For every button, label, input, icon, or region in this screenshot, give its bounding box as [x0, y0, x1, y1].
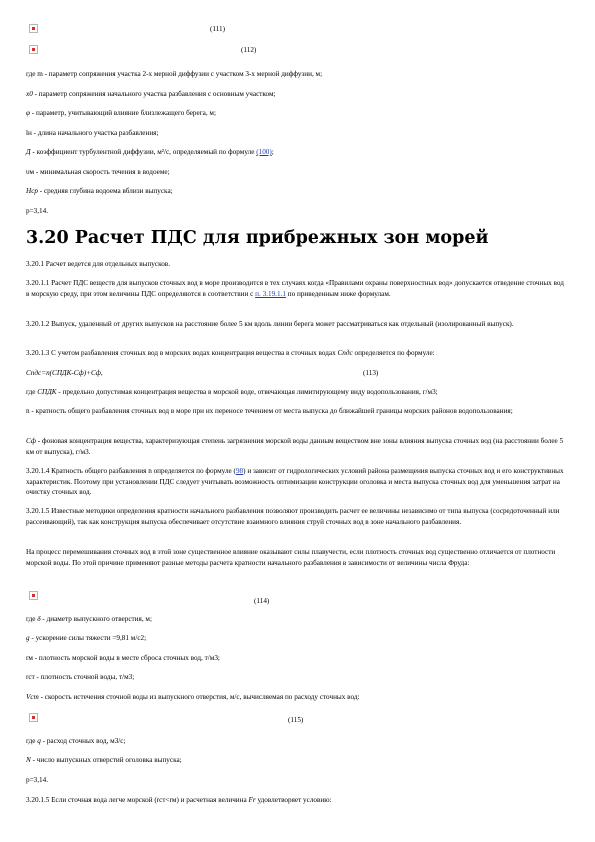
variable: x0 [26, 90, 33, 98]
variable: Hср [26, 187, 38, 195]
variable: φ [26, 109, 30, 117]
paragraph-text: 3.20.1.4 Кратность общего разбавления n определяется по формуле ( [26, 467, 236, 475]
paragraph-text: - расход сточных вод, м3/с; [40, 737, 126, 745]
equation-111-row [26, 24, 569, 38]
broken-image-icon [29, 24, 38, 33]
definition-d [26, 147, 569, 158]
equation-number: (111) [210, 25, 226, 33]
paragraph-text: 3.20.1.5 Если сточная вода легче морской (rст<rм) и расчетная величина [26, 796, 249, 804]
paragraph-text: определяется по формуле: [352, 349, 435, 357]
paragraph-froude: На процесс перемешивания сточных вод в этой зоне существенное влияние оказывают силы плавучести, если плотность сточных вод существенно отличается от плотности морской воды. По этой причине применяют разные методы расчета кратности начального разбавления в зависимости от величины числа Фруда: [26, 548, 556, 567]
paragraph-text: 3.20.1.1 Расчет ПДС веществ для выпусков сточных вод в море производится в тех случаях когда «Правилами охраны поверхностных вод» допускается отведение сточных вод в морскую среду, при этом величины ПДС определяются в соответствии с [26, 279, 564, 298]
definition-n-outlets [26, 755, 569, 766]
definition-text: - коэффициент турбулентной диффузии, м²/с, определяемый по формуле [30, 148, 257, 156]
variable: δ [37, 615, 41, 623]
variable: Fr [248, 796, 256, 804]
broken-image-icon [29, 713, 38, 722]
paragraph-text: где [26, 615, 38, 623]
definition-g [26, 633, 569, 644]
equation-number: (115) [288, 716, 304, 724]
equation-number: (113) [363, 369, 379, 377]
definition-sf [26, 436, 569, 457]
definition-text: - параметр сопряжения начального участка разбавления с основным участком; [32, 90, 276, 98]
definition-pi-2: p=3,14. [26, 776, 49, 784]
definition-text: - средняя глубина водоема вблизи выпуска; [37, 187, 173, 195]
variable: Сф [26, 437, 36, 445]
paragraph-text: где [26, 737, 38, 745]
equation-number: (112) [241, 46, 257, 54]
paragraph-text: ) и зависит от гидрологических условий района размещения выпуска сточных вод и его конструктивных характеристик. Поэтому при установлении ПДС следует учитывать возможность оптимизации конструкции оголовка и места выпуска сточных вод для уменьшения затрат на очистку сточных вод. [26, 467, 564, 496]
equation-115-row [26, 713, 569, 727]
paragraph-text: по приведенным ниже формулам. [285, 289, 391, 298]
paragraph-3-20-1-4 [26, 466, 569, 498]
paragraph-3-20-1-5-condition [26, 795, 569, 806]
paragraph-text: где [26, 388, 38, 396]
paragraph-text: - предельно допустимая концентрация вещества в морской воде, отвечающая лимитирующему виду водопользования, г/м3; [56, 388, 438, 396]
paragraph-text: - скорость истечения сточной воды из выпускного отверстия, м/с, вычисляемая по расходу сточных вод: [38, 693, 360, 701]
formula-113-row [26, 368, 569, 382]
variable: Д [26, 148, 31, 156]
section-heading: 3.20 Расчет ПДС для прибрежных зон морей [26, 228, 489, 248]
variable: Спдс [337, 349, 353, 357]
paragraph-text: удовлетворяет условию: [255, 796, 332, 804]
paragraph-text: - фоновая концентрация вещества, характеризующая степень загрязнения морской воды данным веществом вне зоны влияния выпуска сточных вод (на расстоянии более 5 км от выпуска), г/м3. [26, 437, 564, 456]
definition-phi [26, 108, 569, 119]
variable: Vст [26, 693, 39, 701]
definition-hcp [26, 186, 569, 197]
definition-rm: rм - плотность морской воды в месте сброса сточных вод, т/м3; [26, 654, 220, 662]
formula-text: Спдс=n(СПДК-Сф)+Сф, [26, 369, 103, 377]
equation-114-row [26, 591, 569, 605]
variable: СПДК [37, 388, 57, 396]
definition-ln: lн - длина начального участка разбавления; [26, 129, 159, 137]
variable: N [26, 756, 31, 764]
paragraph-text: 3.20.1.3 С учетом разбавления сточных вод в морских водах концентрация вещества в сточных водах [26, 349, 338, 357]
paragraph-text: - диаметр выпускного отверстия, м; [40, 615, 152, 623]
definition-m: где m - параметр сопряжения участка 2-х мерной диффузии с участком 3-х мерной диффузии, м; [26, 70, 323, 78]
definition-pi: p=3,14. [26, 207, 49, 215]
formula-100-link[interactable]: (100) [256, 148, 272, 156]
equation-number: (114) [254, 597, 270, 605]
paragraph-3-20-1-1 [26, 278, 569, 299]
broken-image-icon [29, 591, 38, 600]
paragraph-3-20-1: 3.20.1 Расчет ведется для отдельных выпусков. [26, 260, 170, 268]
variable: q [37, 737, 41, 745]
definition-spdk [26, 387, 569, 398]
variable: g [26, 634, 30, 642]
paragraph-3-20-1-3 [26, 348, 569, 359]
clause-3-19-1-1-link[interactable]: п. 3.19.1.1 [255, 289, 286, 298]
definition-q [26, 736, 569, 747]
paragraph-text: - ускорение силы тяжести =9,81 м/с2; [29, 634, 147, 642]
paragraph-3-20-1-2: 3.20.1.2 Выпуск, удаленный от других выпусков на расстояние более 5 км вдоль линии берега может рассматриваться как отдельный (изолированный выпуск). [26, 320, 514, 328]
definition-x0 [26, 89, 569, 100]
paragraph-3-20-1-5: 3.20.1.5 Известные методики определения кратности начального разбавления позволяют производить расчет ее величины независимо от типа выпуска (сосредоточенный или рассеивающий), так как конструкция выпуска обеспечивает отсутствие взаимного влияния струй сточных вод в зоне начального разбавления. [26, 507, 560, 526]
broken-image-icon [29, 45, 38, 54]
definition-rst: rст - плотность сточной воды, т/м3; [26, 673, 135, 681]
definition-vst [26, 692, 569, 703]
definition-delta [26, 614, 569, 625]
definition-n: n - кратность общего разбавления сточных вод в море при их переносе течением от места выпуска до ближайшей границы морских районов водопользования; [26, 407, 513, 415]
definition-vm: υм - минимальная скорость течения в водоеме; [26, 168, 170, 176]
paragraph-text: - число выпускных отверстий оголовка выпуска; [30, 756, 182, 764]
definition-text: - параметр, учитывающий влияние близлежащего берега, м; [29, 109, 216, 117]
formula-98-link[interactable]: 98 [235, 467, 244, 475]
equation-112-row [26, 45, 569, 59]
definition-text: ; [271, 148, 274, 156]
